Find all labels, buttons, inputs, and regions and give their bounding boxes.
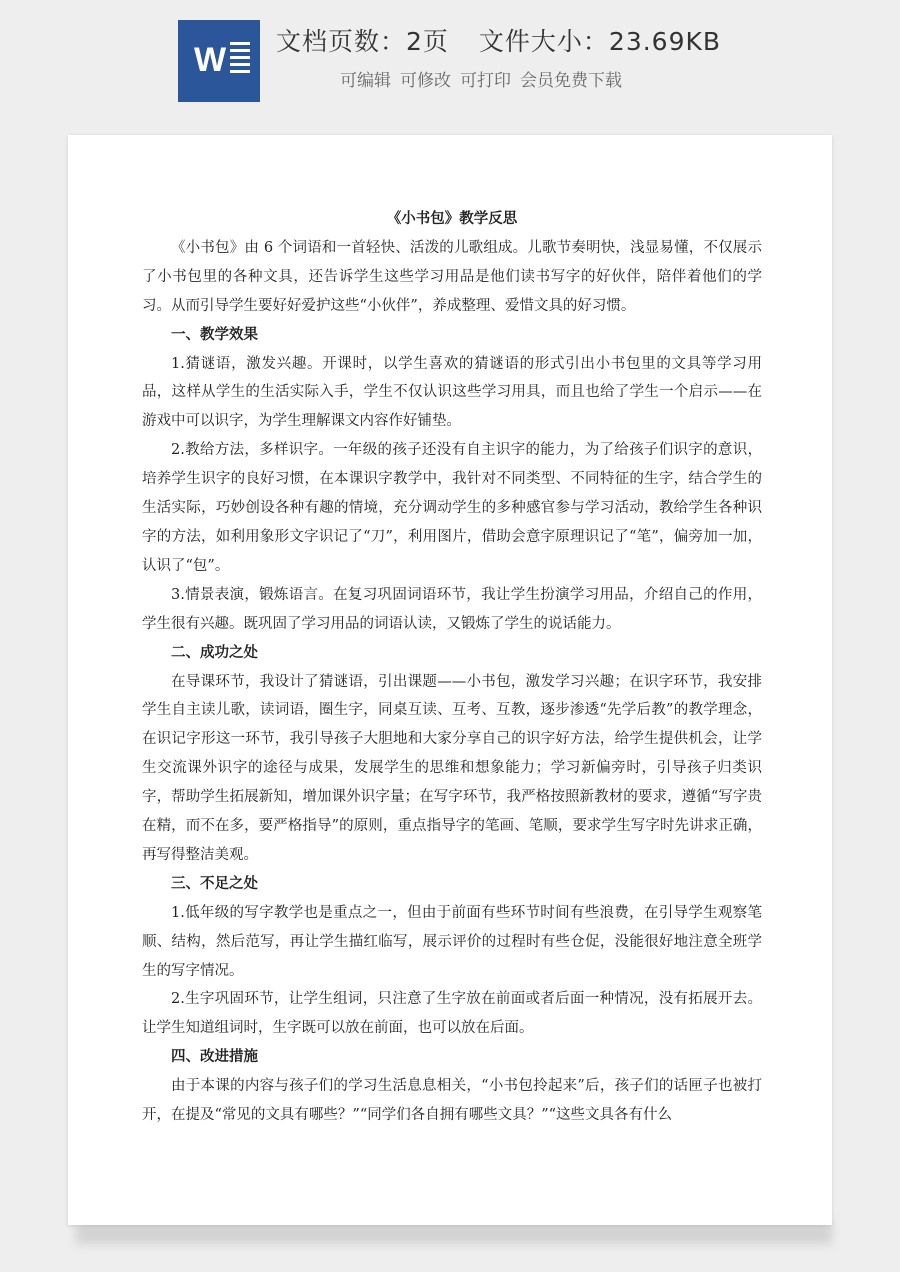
- paragraph: 在导课环节，我设计了猜谜语，引出课题——小书包，激发学习兴趣；在识字环节，我安排学生自主读儿歌，读词语，圈生字，同桌互读、互考、互教，逐步渗透“先学后教”的教学理念，在识记字形这一环节，我引导孩子大胆地和大家分享自己的识字好方法，给学生提供机会，让学生交流课外识字的途径与成果，发展学生的思维和想象能力；学习新偏旁时，引导孩子归类识字，帮助学生拓展新知，增加课外识字量；在写字环节，我严格按照新教材的要求，遵循“写字贵在精，而不在多，要严格指导”的原则，重点指导字的笔画、笔顺，要求学生写字时先讲求正确，再写得整洁美观。: [142, 673, 762, 863]
- section-heading-teaching-effect: 一、教学效果: [171, 325, 258, 343]
- document-body: [142, 205, 762, 1130]
- document-title: 《小书包》教学反思: [386, 210, 518, 227]
- paragraph: 由于本课的内容与孩子们的学习生活息息相关，“小书包拎起来”后，孩子们的话匣子也被打开，在提及“常见的文具有哪些？”“同学们各自拥有哪些文具？”“这些文具各有什么: [142, 1078, 762, 1124]
- feature-editable: 可编辑: [340, 71, 391, 91]
- word-logo-lines: [230, 42, 250, 80]
- paper-shadow: [76, 1222, 832, 1244]
- document-page: [68, 135, 832, 1225]
- section-heading-successes: 二、成功之处: [171, 643, 258, 661]
- file-size-label: 文件大小：23.69KB: [478, 27, 722, 56]
- word-document-icon: [178, 20, 260, 102]
- intro-paragraph: 《小书包》由 6 个词语和一首轻快、活泼的儿歌组成。儿歌节奏明快，浅显易懂，不仅展示了小书包里的各种文具，还告诉学生这些学习用品是他们读书写字的好伙伴，陪伴着他们的学习。从而引导学生要好好爱护这些“小伙伴”，养成整理、爱惜文具的好习惯。: [142, 239, 762, 314]
- paragraph: 1.猜谜语，激发兴趣。开课时，以学生喜欢的猜谜语的形式引出小书包里的文具等学习用品，这样从学生的生活实际入手，学生不仅认识这些学习用具，而且也给了学生一个启示——在游戏中可以识字，为学生理解课文内容作好铺垫。: [142, 355, 762, 430]
- paragraph: 1.低年级的写字教学也是重点之一，但由于前面有些环节时间有些浪费，在引导学生观察笔顺、结构，然后范写，再让学生描红临写，展示评价的过程时有些仓促，没能很好地注意全班学生的写字情况。: [142, 904, 762, 979]
- section-heading-shortcomings: 三、不足之处: [171, 874, 258, 892]
- word-logo-letter: W: [193, 41, 227, 79]
- download-info-header: [0, 0, 900, 120]
- feature-member-download: 会员免费下载: [520, 71, 622, 91]
- paragraph: 2.生字巩固环节，让学生组词，只注意了生字放在前面或者后面一种情况，没有拓展开去。让学生知道组词时，生字既可以放在前面，也可以放在后面。: [142, 991, 762, 1037]
- page-count-label: 文档页数：2页: [276, 27, 449, 56]
- paragraph: 3.情景表演，锻炼语言。在复习巩固词语环节，我让学生扮演学习用品，介绍自己的作用，学生很有兴趣。既巩固了学习用品的词语认读，又锻炼了学生的说话能力。: [142, 586, 762, 632]
- feature-list: [340, 66, 631, 91]
- paragraph: 2.教给方法，多样识字。一年级的孩子还没有自主识字的能力，为了给孩子们识字的意识，培养学生识字的良好习惯，在本课识字教学中，我针对不同类型、不同特征的生字，结合学生的生活实际，巧妙创设各种有趣的情境，充分调动学生的多种感官参与学习活动，教给学生各种识字的方法，如利用象形文字识记了“刀”，利用图片，借助会意字原理识记了“笔”，偏旁加一加，认识了“包”。: [142, 442, 762, 574]
- section-heading-improvements: 四、改进措施: [171, 1048, 258, 1066]
- file-stats: [276, 22, 721, 58]
- feature-printable: 可打印: [460, 71, 511, 91]
- feature-modifiable: 可修改: [400, 71, 451, 91]
